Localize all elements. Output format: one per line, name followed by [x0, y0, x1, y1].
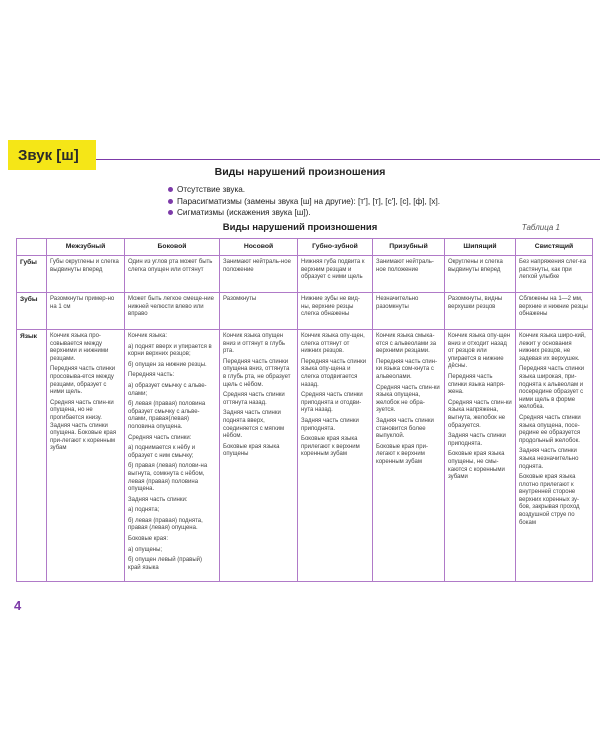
cell-paragraph: а) поднимается к нёбу и образует с ним смычку;: [128, 445, 196, 459]
table-cell: [125, 330, 220, 582]
cell-paragraph: Боковые края языка опущены: [223, 443, 280, 458]
table-cell: [373, 256, 445, 293]
cell-paragraph: Средняя часть спинки приподнята и отодви-нута назад.: [301, 392, 363, 414]
table-cell: [125, 293, 220, 330]
cell-paragraph: Боковые края при-легают к верхним коренным зубам: [376, 443, 428, 465]
column-header: Носовой: [220, 239, 298, 256]
sound-title: Звук [ш]: [18, 146, 79, 164]
cell-paragraph: Средняя часть спин-ки языка напряжена, выгнута, желобок не образуется.: [448, 399, 512, 429]
column-header: [17, 239, 47, 256]
cell-paragraph: Передняя часть спинки языка опу-щена и слегка отодвигается назад.: [301, 358, 367, 388]
cell-paragraph: Без напряжения слег-ка растянуты, как при легкой улыбке: [519, 259, 587, 281]
table-header-row: [17, 239, 593, 256]
column-header: Шипящий: [445, 239, 516, 256]
table-cell: [125, 256, 220, 293]
cell-paragraph: Средняя часть спинки языка опущена, посе-редине ее образуется продольный желобок.: [519, 414, 581, 444]
cell-paragraph: Незначительно разомкнуты: [376, 296, 419, 310]
list-item: Отсутствие звука.: [168, 184, 440, 196]
cell-paragraph: Задняя часть спинки становится более выпуклой.: [376, 417, 434, 440]
cell-paragraph: Передняя часть спинки опущена вниз, оттянута в глубь рта, не образует щель с нёбом.: [223, 358, 291, 388]
table-cell: [220, 330, 298, 582]
cell-paragraph: Сближены на 1—2 мм, верхние и нижние резцы обнажены: [519, 296, 588, 318]
column-header: Призубный: [373, 239, 445, 256]
cell-paragraph: Передняя часть спинки языка широкая, при-поднята к альвеолам и посередине образует с ними щель в форме желобка.: [519, 366, 585, 411]
table-cell: [516, 256, 593, 293]
cell-paragraph: Кончик языка опу-щен вниз и отходит назад от резцов или упирается в нижние дёсны.: [448, 333, 511, 370]
cell-paragraph: Боковые края языка опущены, не смы-каются с коренными зубами: [448, 451, 505, 481]
cell-paragraph: б) опущен за нижние резцы.: [128, 361, 207, 368]
cell-paragraph: Передняя часть спинки языка напря-жена.: [448, 373, 506, 396]
table-cell: [47, 330, 125, 582]
table-cell: [373, 293, 445, 330]
table-cell: [445, 293, 516, 330]
cell-paragraph: Кончик языка про-совывается между верхними и нижними резцами.: [50, 333, 109, 362]
cell-paragraph: Средняя часть спинки оттянута назад.: [223, 392, 285, 406]
table-cell: [220, 293, 298, 330]
table-title: Виды нарушений произношения: [222, 222, 378, 233]
table-cell: [47, 293, 125, 330]
cell-paragraph: Задняя часть спинки приподнята.: [448, 433, 506, 447]
page-number: 4: [14, 598, 22, 613]
cell-paragraph: Разомкнуты, видны верхушки резцов: [448, 296, 503, 310]
list-item: Парасигматизмы (замены звука [ш] на другие): [т'], [т], [с'], [с], [ф], [х].: [168, 196, 440, 208]
cell-paragraph: Задняя часть спинки языка незначительно поднята.: [519, 448, 579, 470]
table-row: [17, 256, 593, 293]
cell-paragraph: Занимают нейтраль-ное положение: [223, 259, 291, 273]
cell-paragraph: Кончик языка широ-кий, лежит у основания нижних резцов, не задевая их верхушек.: [519, 333, 586, 362]
row-header: Зубы: [17, 293, 47, 330]
cell-paragraph: а) поднят вверх и упирается в корни верхних резцов;: [128, 343, 212, 358]
section-title: Виды нарушений произношения: [214, 166, 386, 178]
table-row: [17, 293, 593, 330]
table-cell: [373, 330, 445, 582]
cell-paragraph: Кончик языка смыка-ется с альвеолами за верхними резцами.: [376, 333, 437, 355]
row-header: Язык: [17, 330, 47, 582]
cell-paragraph: Губы округлены и слегка выдвинуты вперед: [50, 259, 119, 273]
column-header: Свистящий: [516, 239, 593, 256]
table-cell: [298, 330, 373, 582]
table-cell: [298, 293, 373, 330]
column-header: Межзубный: [47, 239, 125, 256]
bullet-icon: [168, 199, 173, 204]
cell-paragraph: Боковые края языка плотно прилегают к внутренней стороне верхних коренных зу-бов, закрывая проход воздушной струе по бокам: [519, 474, 580, 526]
cell-paragraph: б) левая (правая) половина образует смычку с альве-олами, правая(левая) половина опущена.: [128, 401, 206, 430]
cell-paragraph: б) правая (левая) полови-на выгнута, сомкнута с нёбом, левая (правая) половина опущена.: [128, 463, 208, 493]
cell-paragraph: б) левая (правая) поднята, правая (левая) опущена.: [128, 517, 203, 532]
cell-paragraph: Кончик языка опущен вниз и оттянут в глубь рта.: [223, 333, 286, 355]
table-cell: [47, 256, 125, 293]
cell-paragraph: Кончик языка опу-щен, слегка оттянут от нижних резцов.: [301, 333, 365, 355]
table-cell: [445, 256, 516, 293]
cell-paragraph: Средняя часть спин-ки опущена, но не прогибается книзу. Задняя часть спинки опущена. Боковые края при-легают к коренным зубам: [50, 399, 117, 452]
cell-paragraph: Кончик языка:: [128, 333, 167, 339]
cell-paragraph: Средняя часть спинки:: [128, 434, 192, 441]
table-cell: [298, 256, 373, 293]
column-header: Боковой: [125, 239, 220, 256]
cell-paragraph: Передняя часть:: [128, 372, 175, 379]
table-caption: Таблица 1: [521, 223, 560, 232]
cell-paragraph: Разомкнуты: [223, 296, 257, 302]
row-header: Губы: [17, 256, 47, 293]
cell-paragraph: Передняя часть спинки просовыва-ется между резцами, образует с ними щель.: [50, 366, 116, 396]
cell-paragraph: Нижние зубы не вид-ны, верхние резцы слегка обнажены: [301, 296, 360, 318]
cell-paragraph: Задняя часть спинки поднята вверх, соединяется с мягким нёбом.: [223, 410, 285, 440]
cell-paragraph: Боковые края:: [128, 536, 169, 543]
cell-paragraph: Разомкнуты пример-но на 1 см: [50, 296, 115, 310]
bullet-icon: [168, 210, 173, 215]
table-cell: [516, 293, 593, 330]
cell-paragraph: Может быть легкое смеще-ние нижней челюсти влево или вправо: [128, 296, 214, 318]
cell-paragraph: Округлены и слегка выдвинуты вперед: [448, 259, 503, 273]
list-item: Сигматизмы (искажения звука [ш]).: [168, 207, 440, 219]
table-row: [17, 330, 593, 582]
table-cell: [516, 330, 593, 582]
violations-table: [16, 238, 593, 582]
column-header: Губно-зубной: [298, 239, 373, 256]
table-cell: [445, 330, 516, 582]
cell-paragraph: Средняя часть спин-ки языка опущена, желобок не обра-зуется.: [376, 384, 440, 414]
cell-paragraph: а) образует смычку с альве-олами;: [128, 382, 207, 397]
bullet-icon: [168, 187, 173, 192]
cell-paragraph: Занимают нейтраль-ное положение: [376, 259, 434, 273]
header-rule: [96, 159, 600, 160]
cell-paragraph: б) опущен левый (правый) край языка: [128, 557, 203, 571]
violation-types-list: [168, 184, 440, 219]
cell-paragraph: Нижняя губа подвита к верхним резцам и образует с ними щель: [301, 259, 365, 281]
cell-paragraph: Боковые края языка прилегают к верхним коренным зубам: [301, 436, 360, 458]
cell-paragraph: Задняя часть спинки приподнята.: [301, 417, 359, 432]
table-cell: [220, 256, 298, 293]
cell-paragraph: Передняя часть спин-ки языка сом-кнута с альвеолами.: [376, 358, 438, 380]
cell-paragraph: а) опущены;: [128, 546, 163, 553]
cell-paragraph: Один из углов рта может быть слегка опущен или оттянут: [128, 259, 213, 273]
cell-paragraph: Задняя часть спинки:: [128, 496, 188, 503]
cell-paragraph: а) поднята;: [128, 507, 160, 514]
